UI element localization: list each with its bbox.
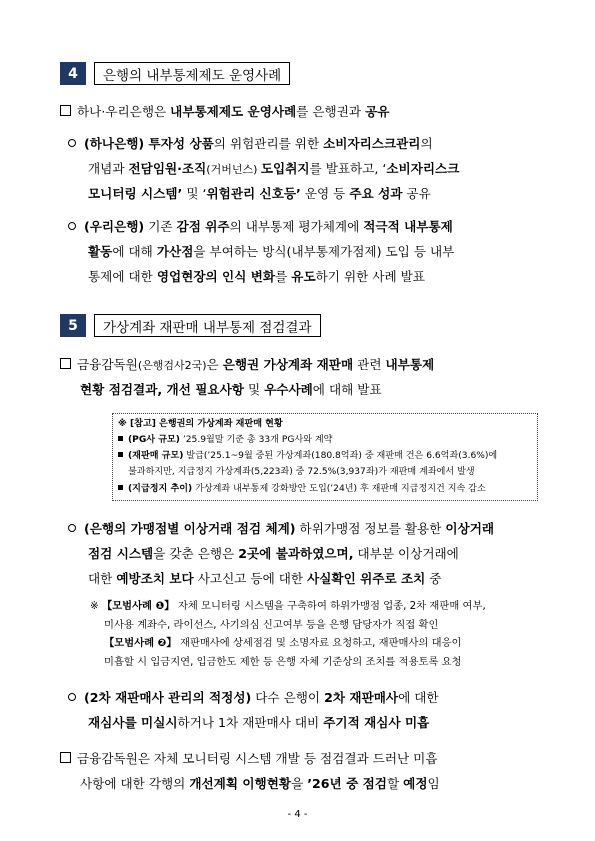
section-title: 은행의 내부통제제도 운영사례 [94,62,290,85]
paragraph-3-line-2: 사항에 대한 각행의 개선계획 이행현황을 ’26년 중 점검할 예정임 [80,776,440,791]
note-item-pg: (PG사 규모) ’25.9월말 기준 총 33개 PG사와 계약 [118,434,332,446]
square-bullet-icon [60,358,71,369]
paragraph-1: 하나·우리은행은 내부통제제도 운영사례를 은행권과 공유 [60,104,389,120]
bullet-woori-line-2: 활동에 대해 가산점을 부여하는 방식(내부통제가점제) 도입 등 내부 [88,244,455,259]
square-bullet-icon [118,485,123,490]
section-4-header [60,62,290,85]
square-bullet-icon [118,452,123,457]
section-number: 5 [60,314,86,337]
bullet-hana-line-1: (하나은행) 투자성 상품의 위험관리를 위한 소비자리스크관리의 [68,136,433,152]
note-item-resale-cont: 불과하지만, 지급정지 가상계좌(5,223좌) 중 72.5%(3,937좌)가 재판매 계좌에서 발생 [128,467,475,477]
circle-bullet-icon [68,693,76,701]
note-item-suspension: (지급정지 추이) 가상계좌 내부통제 강화방안 도입(’24년) 후 재판매 지급정지건 지속 감소 [118,483,486,495]
note-item-resale: (재판매 규모) 발급(’25.1~9월 중된 가상계좌(180.8억좌) 중 재판매 건은 6.6억좌(3.6%)에 [118,450,497,462]
circle-bullet-icon [68,222,76,230]
best-practice-1-line-1: ※ 【모범사례 ❶】 자체 모니터링 시스템을 구축하여 하위가맹점 업종, 2차 재판매 여부, [90,600,486,612]
section-5-header [60,314,321,337]
square-bullet-icon [60,105,71,116]
bullet-anomaly-line-2: 점검 시스템을 갖춘 은행은 2곳에 불과하였으며, 대부분 이상거래에 [88,546,459,561]
section-number: 4 [60,62,86,85]
circle-bullet-icon [68,524,76,532]
paragraph-2-line-1: 금융감독원(은행검사2국)은 은행권 가상계좌 재판매 관련 내부통제 [60,357,434,374]
bullet-anomaly-line-1: (은행의 가맹점별 이상거래 점검 체계) 하위가맹점 정보를 활용한 이상거래 [68,521,494,537]
note-title: ※ [참고] 은행권의 가상계좌 재판매 현황 [118,419,283,429]
bullet-woori-line-3: 통제에 대한 영업현장의 인식 변화를 유도하기 위한 사례 발표 [88,269,425,284]
paragraph-2-line-2: 현황 점검결과, 개선 필요사항 및 우수사례에 대해 발표 [80,382,382,397]
section-title: 가상계좌 재판매 내부통제 점검결과 [94,314,321,337]
paragraph-3-line-1: 금융감독원은 자체 모니터링 시스템 개발 등 점검결과 드러난 미흡 [60,751,438,767]
square-bullet-icon [118,436,123,441]
bullet-hana-line-2: 개념과 전담임원·조직(거버넌스) 도입취지를 발표하고, ‘소비자리스크 [88,161,460,176]
best-practice-2-line-2: 미흡할 시 입금지연, 입금한도 제한 등 은행 자체 기준상의 조치를 적용토록 요청 [104,656,462,668]
page-number: - 4 - [287,809,308,820]
bullet-hana-line-3: 모니터링 시스템’ 및 ‘위험관리 신호등’ 운영 등 주요 성과 공유 [88,186,431,201]
bullet-woori-line-1: (우리은행) 기존 감점 위주의 내부통제 평가체계에 적극적 내부통제 [68,219,453,235]
best-practice-2-line-1: 【모범사례 ❷】 재판매사에 상세점검 및 소명자료 요청하고, 재판매사의 대응이 [104,637,462,649]
square-bullet-icon [60,752,71,763]
best-practice-1-line-2: 미사용 계좌수, 라이선스, 사기의심 신고여부 등을 은행 담당자가 직접 확인 [104,619,439,631]
bullet-reseller-line-2: 재심사를 미실시하거나 1차 재판매사 대비 주기적 재심사 미흡 [88,715,430,730]
bullet-reseller-line-1: (2차 재판매사 관리의 적정성) 다수 은행이 2차 재판매사에 대한 [68,690,439,706]
bullet-anomaly-line-3: 대한 예방조치 보다 사고신고 등에 대한 사실확인 위주로 조치 중 [88,571,442,586]
circle-bullet-icon [68,139,76,147]
